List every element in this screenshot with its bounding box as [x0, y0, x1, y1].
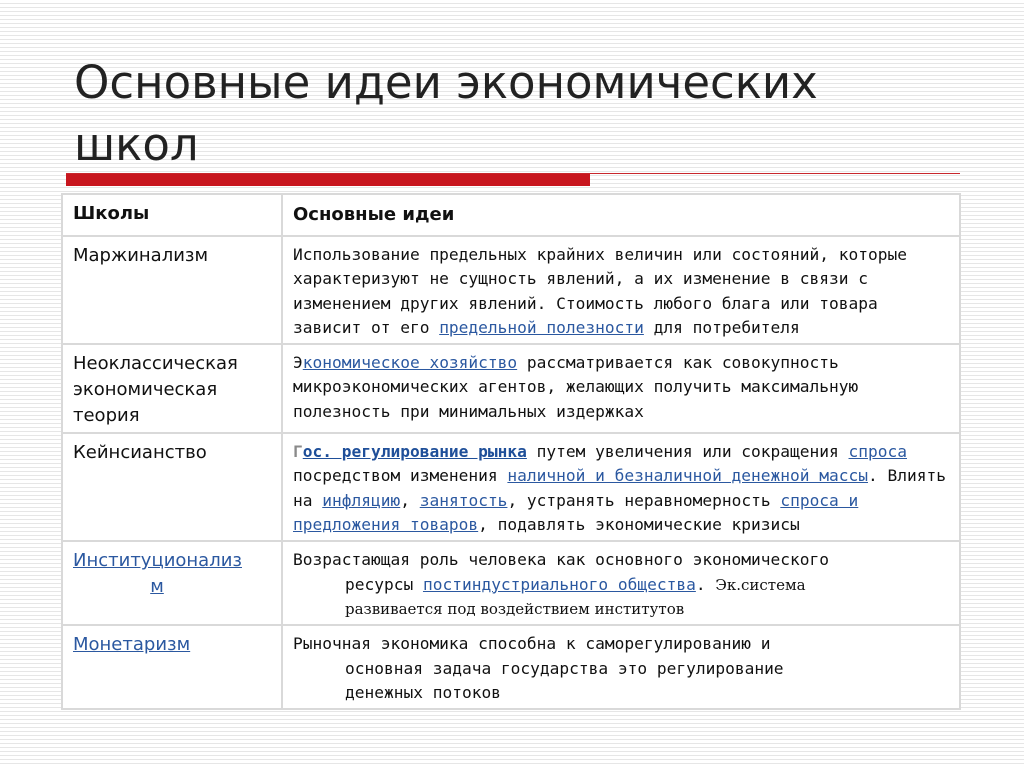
idea-text: денежных потоков [345, 682, 501, 702]
school-name: Маржинализм [62, 236, 282, 344]
slide-title: Основные идеи экономических школ [74, 56, 818, 171]
idea-text: Использование предельных крайних величин или состояний, которые характеризуют не сущность явлений, а их изменение в связи с изменением других явлений. Стоимость любого блага или товара зависит от его [293, 245, 907, 337]
idea-text: для потребителя [643, 317, 800, 337]
link-economic-household[interactable]: кономическое хозяйство [302, 353, 518, 373]
idea-text: Э [293, 353, 303, 373]
idea-text: развивается под воздействием институтов [345, 599, 685, 618]
header-schools: Школы [62, 194, 282, 236]
idea-text: . [695, 574, 716, 594]
idea-text: Эк.система [715, 575, 806, 594]
idea-text: , [400, 490, 420, 510]
link-supply-demand[interactable]: спроса и предложения товаров [293, 490, 859, 535]
table-row-keynesianism [62, 433, 960, 541]
idea-text: , устранять неравномерность [507, 490, 781, 510]
link-monetarism[interactable]: Монетаризм [73, 634, 191, 656]
table-row-neoclassical [62, 344, 960, 433]
idea-text: путем увеличения или сокращения [526, 442, 849, 462]
link-marginal-utility[interactable]: предельной полезности [439, 317, 644, 337]
school-name-line2: м [150, 576, 164, 598]
header-ideas: Основные идеи [282, 194, 960, 236]
idea-text: основная задача государства это регулирование [345, 658, 784, 678]
idea-text: Г [293, 442, 303, 462]
idea-text: Возрастающая роль человека как основного экономического [293, 550, 830, 570]
school-name-line1: Институционализ [73, 550, 242, 572]
table-row-monetarism [62, 625, 960, 709]
economic-schools-table [61, 193, 961, 710]
idea-continuation [293, 573, 949, 597]
link-postindustrial-society[interactable]: постиндустриального общества [422, 574, 696, 594]
idea-text: рассматривается как совокупность микроэкономических агентов, желающих получить максимальную полезность при минимальных издержках [293, 353, 859, 421]
school-idea [282, 433, 960, 541]
link-institutionalism[interactable] [73, 550, 271, 600]
table-row-institutionalism [62, 541, 960, 625]
school-idea [282, 236, 960, 344]
link-demand[interactable]: спроса [848, 442, 907, 462]
title-divider-thick [66, 174, 590, 186]
link-employment[interactable]: занятость [419, 490, 508, 510]
idea-text: Рыночная экономика способна к саморегулированию и [293, 634, 771, 654]
link-state-regulation[interactable]: ос. регулирование рынка [302, 442, 527, 462]
school-name [62, 625, 282, 709]
table-header-row [62, 194, 960, 236]
idea-text: посредством изменения [293, 466, 508, 486]
link-inflation[interactable]: инфляцию [322, 490, 401, 510]
school-name: Кейнсианство [62, 433, 282, 541]
link-money-supply[interactable]: наличной и безналичной денежной массы [507, 466, 868, 486]
school-name [62, 541, 282, 625]
idea-text: ресурсы [345, 574, 423, 594]
school-idea [282, 541, 960, 625]
idea-text: . Влиять на [293, 466, 946, 510]
school-idea [282, 344, 960, 433]
table-row-marginalism [62, 236, 960, 344]
idea-text: , подавлять экономические кризисы [478, 515, 800, 535]
school-name: Неоклассическая экономическая теория [62, 344, 282, 433]
school-idea [282, 625, 960, 709]
